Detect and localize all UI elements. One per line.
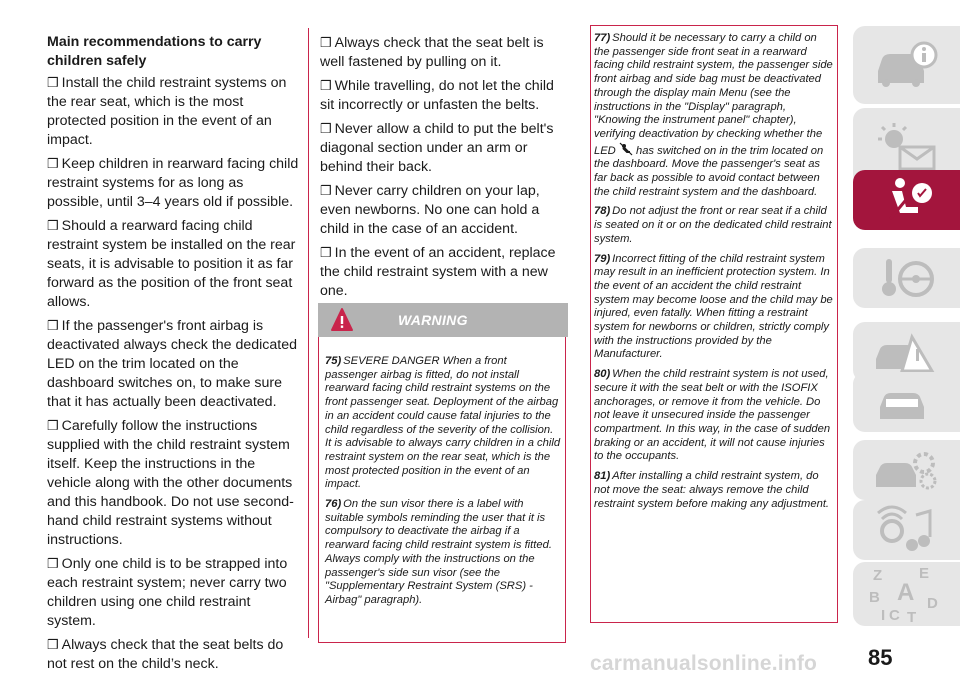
note-item: 79) Incorrect fitting of the child restraint system may result in an inefficient protection system. In the event of an accident the child restraint system may become loose and the child may be injured, even fatally. When fitting a restraint system for newborns or children, strictly comply with the instructions provided by the Manufacturer. (594, 252, 833, 361)
tab-multimedia[interactable] (853, 500, 960, 560)
bullet-item: ❒ Should a rearward facing child restraint system be installed on the rear seats, it is advisable to position it as far forward as the position of the front seat allows. (47, 218, 296, 310)
index-letter: B (868, 589, 880, 606)
checkbox-icon: ❒ (47, 156, 59, 171)
column-divider (308, 28, 309, 638)
checkbox-icon: ❒ (320, 183, 332, 198)
tab-safety-seat-airbag[interactable] (853, 170, 960, 230)
warning-title: WARNING (398, 312, 468, 328)
watermark: carmanualsonline.info (590, 652, 818, 675)
index-letter: T (906, 609, 916, 624)
column-middle (320, 33, 568, 305)
note-item: 75) SEVERE DANGER When a front passenger airbag is fitted, do not install rearward facing child restraint systems on the front passenger seat. Deployment of the airbag in an accident could cause fatal injuries to the child regardless of the severity of the collision. It is advisable to always carry children in a child restraint system on the rear seat, which is the most protected position in the event of an impact. (325, 355, 561, 491)
tab-car-info[interactable] (853, 26, 960, 104)
column-left (47, 33, 299, 678)
checkbox-icon: ❒ (47, 75, 59, 90)
checkbox-icon: ❒ (320, 245, 332, 260)
key-steering-wheel-icon (872, 253, 942, 303)
airbag-off-led-icon (619, 142, 633, 156)
note-item: 76) On the sun visor there is a label with suitable symbols reminding the user that it is compulsory to deactivate the airbag if a rearward facing child restraint system is fitted. Always comply with the instructions on the passenger's side sun visor (see the "Supplementary Restraint System (SRS) - Airbag" paragraph). (325, 498, 552, 606)
checkbox-icon: ❒ (47, 637, 59, 652)
bullet-item: ❒ Always check that the seat belt is well fastened by pulling on it. (320, 35, 544, 70)
index-letter: I (880, 607, 885, 624)
index-letter: E (918, 565, 929, 582)
bullet-item: ❒ Never allow a child to put the belt's diagonal section under an arm or behind their back. (320, 121, 554, 175)
warning-header (318, 303, 568, 337)
bullet-item: ❒ Always check that the seat belts do not rest on the child’s neck. (47, 637, 284, 672)
index-letter: A (896, 579, 914, 606)
checkbox-icon: ❒ (47, 218, 59, 233)
bullet-item: ❒ While travelling, do not let the child sit incorrectly or unfasten the belts. (320, 78, 554, 113)
bullet-item: ❒ Carefully follow the instructions supplied with the child restraint system itself. Keep the instructions in the vehicle along with the other documents and this handbook. Do not use second-hand child restraint systems without instructions. (47, 418, 294, 548)
note-item: 77) Should it be necessary to carry a child on the passenger side front seat in a rearward facing child restraint system, the passenger side front airbag and side bag must be deactivated through the display main Menu (see the instructions in the "Display" paragraph, "Knowing the instrument panel" chapter), verifying deactivation by checking whether the LED has switched on in the trim located on the dashboard. Move the passenger's seat as far back as possible to avoid contact between the child restraint system and the dashboard. (594, 32, 833, 198)
bullet-item: ❒ In the event of an accident, replace the child restraint system with a new one. (320, 245, 556, 299)
page-number: 85 (868, 645, 893, 670)
index-letter: C (888, 607, 900, 624)
multimedia-icon (872, 505, 942, 555)
seat-airbag-icon (872, 175, 942, 225)
bullet-item: ❒ Never carry children on your lap, even newborns. No one can hold a child in the case of an accident. (320, 183, 540, 237)
checkbox-icon: ❒ (47, 418, 59, 433)
tab-servicing[interactable] (853, 372, 960, 432)
bullet-item: ❒ If the passenger's front airbag is deactivated always check the dedicated LED on the trim located on the dashboard switches on, to make sure that it has actually been deactivated. (47, 318, 298, 410)
index-letter: D (926, 595, 938, 612)
checkbox-icon: ❒ (47, 318, 59, 333)
right-notes (594, 32, 834, 517)
lights-warning-icon (872, 119, 942, 175)
checkbox-icon: ❒ (47, 556, 59, 571)
note-item: 80) When the child restraint system is not used, secure it with the seat belt or with the ISOFIX anchorages, or remove it from the vehicle. Do not leave it unsecured inside the passenger compartment. In this way, in the case of sudden braking or an accident, it will not cause injuries to the occupants. (594, 368, 831, 463)
bullet-item: ❒ Install the child restraint systems on the rear seat, which is the most protected position in the event of an impact. (47, 75, 287, 148)
tab-starting-driving[interactable] (853, 248, 960, 308)
tab-index[interactable] (853, 562, 960, 626)
checkbox-icon: ❒ (320, 121, 332, 136)
car-service-icon (872, 377, 942, 427)
index-letter: Z (872, 567, 882, 584)
car-info-icon (872, 37, 942, 93)
checkbox-icon: ❒ (320, 35, 332, 50)
note-item: 78) Do not adjust the front or rear seat if a child is seated on it or on the dedicated child restraint system. (594, 205, 832, 245)
note-item: 81) After installing a child restraint system, do not move the seat: always remove the child restraint system before making any adjustment. (594, 470, 830, 510)
bullet-item: ❒ Only one child is to be strapped into each restraint system; never carry two children using one child restraint system. (47, 556, 288, 629)
checkbox-icon: ❒ (320, 78, 332, 93)
warning-triangle-icon (330, 307, 354, 333)
section-heading: Main recommendations to carry children safely (47, 34, 262, 69)
warning-notes (325, 355, 561, 614)
chapter-sidebar (853, 0, 960, 678)
car-maintenance-icon (872, 445, 942, 495)
tab-technical-data[interactable] (853, 440, 960, 500)
bullet-item: ❒ Keep children in rearward facing child restraint systems for as long as possible, until 3–4 years old if possible. (47, 156, 299, 210)
index-letters-icon (867, 564, 947, 624)
